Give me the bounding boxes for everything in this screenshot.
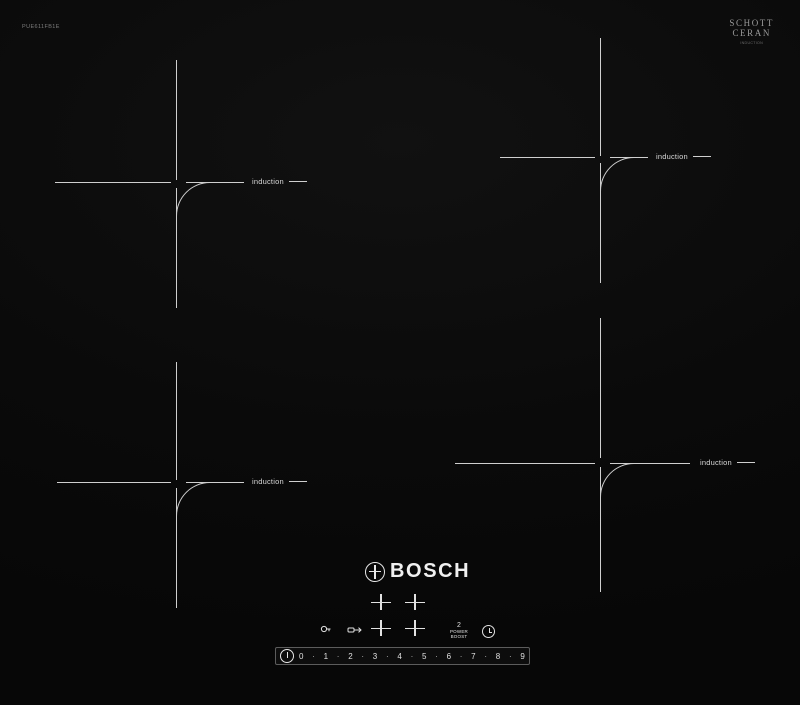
schott-logo-line3: INDUCTION [740, 41, 764, 45]
zone-label-rear-left-text: induction [252, 177, 284, 186]
slider-dot: · [410, 651, 414, 661]
zone-label-front-right-text: induction [700, 458, 732, 467]
power-level-scale[interactable] [299, 652, 525, 661]
wipe-protection-glyph [347, 624, 363, 636]
schott-logo-line2: CERAN [732, 28, 771, 38]
level-8[interactable]: 8 [495, 651, 501, 661]
slider-dot: · [484, 651, 488, 661]
schott-ceran-logo [729, 18, 774, 45]
zone-label-rear-right-dash [693, 156, 711, 157]
brand-name-label: BOSCH [390, 560, 471, 582]
slider-dot: · [312, 651, 315, 661]
level-1[interactable]: 1 [323, 651, 329, 661]
zone-label-front-left [252, 477, 307, 486]
model-code-label: PUE611FB1E [22, 24, 60, 30]
zone-selector-grid[interactable] [370, 594, 430, 636]
zone-label-rear-right [656, 152, 711, 161]
timer-icon[interactable] [482, 625, 495, 638]
power-boost-button[interactable] [443, 622, 475, 639]
slider-dot: · [361, 651, 365, 661]
schott-logo-line1: SCHOTT [729, 18, 774, 28]
zone-label-rear-left [252, 177, 307, 186]
zone-label-front-right [700, 458, 755, 467]
power-boost-value: 2 [456, 622, 462, 629]
slider-dot: · [435, 651, 438, 661]
level-0[interactable]: 0 [299, 651, 304, 661]
rear-left-zone-selector[interactable] [370, 594, 392, 610]
front-right-zone-selector[interactable] [404, 620, 426, 636]
rear-right-zone-selector[interactable] [404, 594, 426, 610]
zone-label-rear-right-text: induction [656, 152, 688, 161]
front-left-zone-selector[interactable] [370, 620, 392, 636]
power-button-icon[interactable] [280, 649, 294, 663]
slider-dot: · [336, 651, 340, 661]
wipe-protection-icon[interactable] [347, 624, 363, 639]
slider-dot: · [508, 651, 512, 661]
level-9[interactable]: 9 [520, 651, 525, 661]
level-5[interactable]: 5 [421, 651, 427, 661]
power-boost-label: POWER BOOST [449, 629, 468, 639]
bosch-symbol-icon [365, 562, 385, 582]
brand-logo [365, 560, 470, 583]
level-2[interactable]: 2 [348, 651, 353, 661]
level-6[interactable]: 6 [446, 651, 452, 661]
zone-label-front-left-dash [289, 481, 307, 482]
zone-label-front-left-text: induction [252, 477, 284, 486]
zone-label-rear-left-dash [289, 181, 307, 182]
child-lock-icon[interactable] [320, 624, 332, 639]
child-lock-glyph [320, 624, 332, 636]
slider-dot: · [385, 651, 389, 661]
control-panel[interactable] [275, 592, 530, 672]
power-level-slider[interactable] [275, 647, 530, 665]
level-7[interactable]: 7 [471, 651, 476, 661]
zone-label-front-right-dash [737, 462, 755, 463]
level-3[interactable]: 3 [372, 651, 378, 661]
slider-dot: · [459, 651, 463, 661]
level-4[interactable]: 4 [397, 651, 402, 661]
